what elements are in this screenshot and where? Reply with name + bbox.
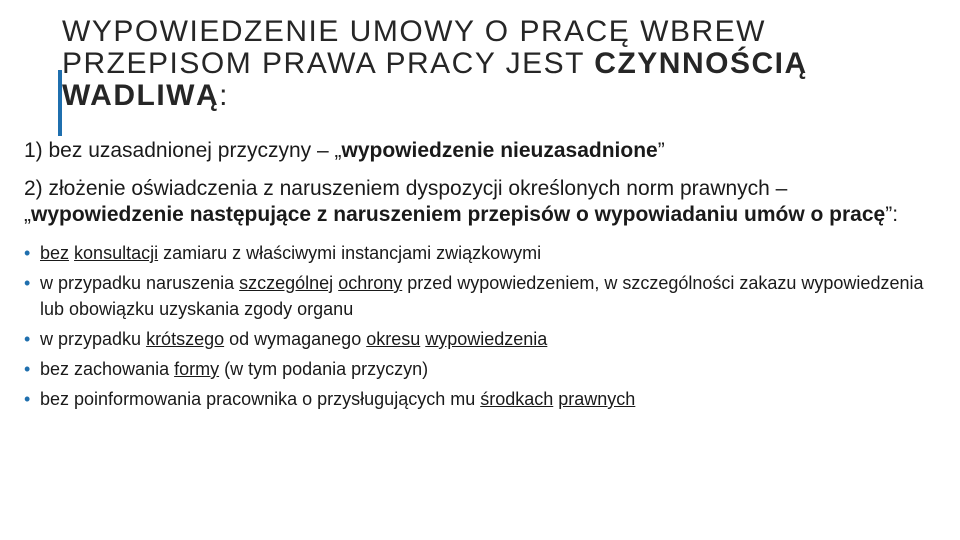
paragraph-2-term: wypowiedzenie następujące z naruszeniem przepisów o wypowiadaniu umów o pracę (31, 203, 886, 226)
title-colon: : (219, 79, 229, 112)
slide-body (24, 138, 944, 416)
underlined-word: szczególnej (239, 273, 334, 293)
bullet-dot-icon: • (24, 329, 31, 349)
underlined-word: środkach (480, 389, 554, 409)
bullet-dot-icon: • (24, 359, 31, 379)
bullet-text: w przypadku krótszego od wymaganego okresu wypowiedzenia (40, 329, 548, 349)
underlined-word: okresu (366, 329, 421, 349)
underlined-word: prawnych (558, 389, 636, 409)
bullet-text: bez zachowania formy (w tym podania przyczyn) (40, 359, 429, 379)
paragraph-2-prefix: 2) złożenie oświadczenia z naruszeniem dyspozycji określonych norm prawnych – „ (24, 177, 788, 226)
bullet-dot-icon: • (24, 389, 31, 409)
underlined-word: krótszego (146, 329, 225, 349)
bullet-item (24, 240, 944, 266)
bullet-item (24, 386, 944, 412)
underlined-word: wypowiedzenia (425, 329, 548, 349)
bullet-item (24, 356, 944, 382)
paragraph-1-prefix: 1) bez uzasadnionej przyczyny – „ (24, 139, 342, 162)
paragraph-1-suffix: ” (657, 139, 665, 162)
title-text: WYPOWIEDZENIE UMOWY O PRACĘ WBREW PRZEPISOM PRAWA PRACY JEST (62, 15, 766, 80)
slide-title (62, 16, 942, 112)
underlined-word: konsultacji (74, 243, 159, 263)
bullet-dot-icon: • (24, 273, 31, 293)
underlined-word: bez (40, 243, 70, 263)
paragraph-2 (24, 176, 944, 228)
bullet-item (24, 270, 944, 322)
underlined-word: formy (174, 359, 220, 379)
bullet-item (24, 326, 944, 352)
bullet-list (24, 240, 944, 412)
bullet-dot-icon: • (24, 243, 31, 263)
bullet-text: bez konsultacji zamiaru z właściwymi instancjami związkowymi (40, 243, 542, 263)
underlined-word: ochrony (338, 273, 403, 293)
paragraph-1-term: wypowiedzenie nieuzasadnione (341, 139, 658, 162)
bullet-text: w przypadku naruszenia szczególnej ochrony przed wypowiedzeniem, w szczególności zakazu wypowiedzenia lub obowiązku uzyskania zgody organu (40, 273, 924, 319)
paragraph-2-suffix: ”: (885, 203, 899, 226)
paragraph-1 (24, 138, 944, 164)
bullet-text: bez poinformowania pracownika o przysługujących mu środkach prawnych (40, 389, 636, 409)
title-emphasis: CZYNNOŚCIĄ WADLIWĄ (62, 47, 808, 112)
